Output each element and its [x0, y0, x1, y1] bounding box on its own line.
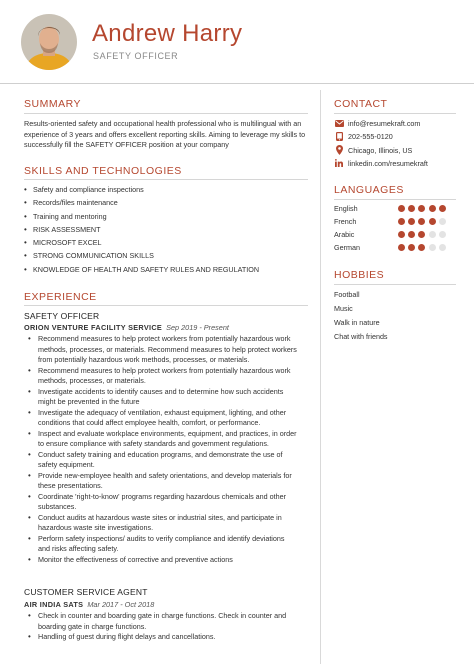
contact-email[interactable]	[334, 117, 420, 129]
language-name: French	[334, 217, 357, 226]
language-row	[334, 216, 464, 228]
rating-dot-filled	[408, 218, 415, 225]
section-divider	[24, 179, 308, 180]
rating-dot-filled	[408, 231, 415, 238]
summary-heading: SUMMARY	[24, 98, 81, 110]
rating-dot-filled	[408, 205, 415, 212]
contact-text: info@resumekraft.com	[348, 118, 421, 128]
job-dates: Sep 2019 - Present	[166, 323, 229, 332]
language-row	[334, 229, 464, 241]
section-divider	[24, 305, 308, 306]
skill-item: • RISK ASSESSMENT	[24, 223, 309, 236]
summary-text: Results-oriented safety and occupational health professional who is multilingual with an experience of 3 years and offers excellent reporting skills. Aiming to leverage my skills to successfully fill the SAFETY OFFICER position at your company	[24, 119, 306, 149]
rating-dot-filled	[398, 244, 405, 251]
linkedin-icon	[334, 158, 344, 168]
resume-header	[0, 0, 474, 84]
language-rating	[398, 231, 449, 238]
job-title: CUSTOMER SERVICE AGENT	[24, 587, 148, 597]
column-divider	[320, 90, 321, 664]
language-rating	[398, 205, 449, 212]
avatar	[21, 14, 77, 70]
email-icon	[334, 118, 344, 128]
contact-location	[334, 144, 412, 156]
rating-dot-empty	[429, 231, 436, 238]
languages-heading: LANGUAGES	[334, 184, 404, 196]
section-divider	[334, 113, 456, 114]
rating-dot-empty	[439, 244, 446, 251]
job-bullet: • Handling of guest during flight delays and cancellations.	[26, 632, 298, 643]
rating-dot-filled	[418, 244, 425, 251]
section-divider	[334, 284, 456, 285]
company-name: AIR INDIA SATS	[24, 600, 84, 609]
company-line	[24, 323, 229, 332]
job-bullet: • Provide new-employee health and safety orientations, and develop materials for these presentations.	[26, 471, 298, 492]
language-name: English	[334, 204, 358, 213]
job-bullet: • Investigate the adequacy of ventilation, exhaust equipment, lighting, and other conditions that could affect employee health, comfort, or performance.	[26, 408, 298, 429]
skill-item: • KNOWLEDGE OF HEALTH AND SAFETY RULES AND REGULATION	[24, 263, 309, 276]
rating-dot-empty	[439, 218, 446, 225]
rating-dot-filled	[439, 205, 446, 212]
job-bullets	[26, 334, 298, 565]
candidate-title: SAFETY OFFICER	[93, 51, 179, 61]
contact-linkedin[interactable]	[334, 157, 428, 169]
experience-heading: EXPERIENCE	[24, 291, 97, 303]
contact-text: Chicago, Illinois, US	[348, 145, 413, 155]
hobby-item: Walk in nature	[334, 318, 380, 327]
job-bullet: • Coordinate 'right-to-know' programs regarding hazardous chemicals and other substances.	[26, 492, 298, 513]
rating-dot-filled	[398, 231, 405, 238]
rating-dot-filled	[408, 244, 415, 251]
rating-dot-filled	[418, 205, 425, 212]
skill-item: • Safety and compliance inspections	[24, 183, 309, 196]
hobby-item: Music	[334, 304, 353, 313]
job-dates: Mar 2017 - Oct 2018	[87, 600, 155, 609]
job-bullet: • Check in counter and boarding gate in charge functions. Check in counter and boarding gate in charge functions.	[26, 611, 298, 632]
skill-item: • MICROSOFT EXCEL	[24, 236, 309, 249]
contact-heading: CONTACT	[334, 98, 388, 110]
job-bullet: • Recommend measures to help protect workers from potentially hazardous work methods, processes, or materials. Recommend measures to help protect workers from potentially hazardous work methods, processes, or materials.	[26, 334, 298, 366]
rating-dot-filled	[429, 205, 436, 212]
job-bullet: • Conduct audits at hazardous waste sites or industrial sites, and participate in hazardous waste site investigations.	[26, 513, 298, 534]
rating-dot-filled	[429, 218, 436, 225]
job-bullet: • Conduct safety training and education programs, and demonstrate the use of safety equipment.	[26, 450, 298, 471]
job-title: SAFETY OFFICER	[24, 311, 100, 321]
language-row	[334, 203, 464, 215]
job-bullet: • Investigate accidents to identify causes and to determine how such accidents might be prevented in the future	[26, 387, 298, 408]
job-bullet: • Perform safety inspections/ audits to verify compliance and identify deviations and risks affecting safety.	[26, 534, 298, 555]
section-divider	[334, 199, 456, 200]
contact-text: linkedin.com/resumekraft	[348, 158, 428, 168]
contact-phone[interactable]	[334, 130, 393, 142]
location-pin-icon	[334, 145, 344, 155]
language-rating	[398, 244, 449, 251]
candidate-name: Andrew Harry	[92, 20, 243, 47]
skills-list	[24, 183, 309, 276]
job-bullet: • Inspect and evaluate workplace environments, equipment, and practices, in order to ensure compliance with safety standards and government regulations.	[26, 429, 298, 450]
rating-dot-filled	[398, 218, 405, 225]
phone-icon	[334, 131, 344, 141]
rating-dot-filled	[418, 218, 425, 225]
job-bullet: • Monitor the effectiveness of corrective and preventive actions	[26, 555, 298, 566]
rating-dot-filled	[418, 231, 425, 238]
hobby-item: Chat with friends	[334, 332, 388, 341]
section-divider	[24, 113, 308, 114]
hobby-item: Football	[334, 290, 360, 299]
language-row	[334, 242, 464, 254]
language-name: German	[334, 243, 360, 252]
rating-dot-filled	[398, 205, 405, 212]
job-bullets	[26, 611, 298, 643]
company-name: ORION VENTURE FACILITY SERVICE	[24, 323, 163, 332]
job-bullet: • Recommend measures to help protect workers from potentially hazardous work methods, processes, or materials.	[26, 366, 298, 387]
language-rating	[398, 218, 449, 225]
rating-dot-empty	[439, 231, 446, 238]
contact-text: 202-555-0120	[348, 131, 393, 141]
language-name: Arabic	[334, 230, 355, 239]
company-line	[24, 600, 154, 609]
skill-item: • STRONG COMMUNICATION SKILLS	[24, 249, 309, 262]
rating-dot-empty	[429, 244, 436, 251]
hobbies-heading: HOBBIES	[334, 269, 385, 281]
skill-item: • Records/files maintenance	[24, 196, 309, 209]
skill-item: • Training and mentoring	[24, 210, 309, 223]
skills-heading: SKILLS AND TECHNOLOGIES	[24, 165, 182, 177]
